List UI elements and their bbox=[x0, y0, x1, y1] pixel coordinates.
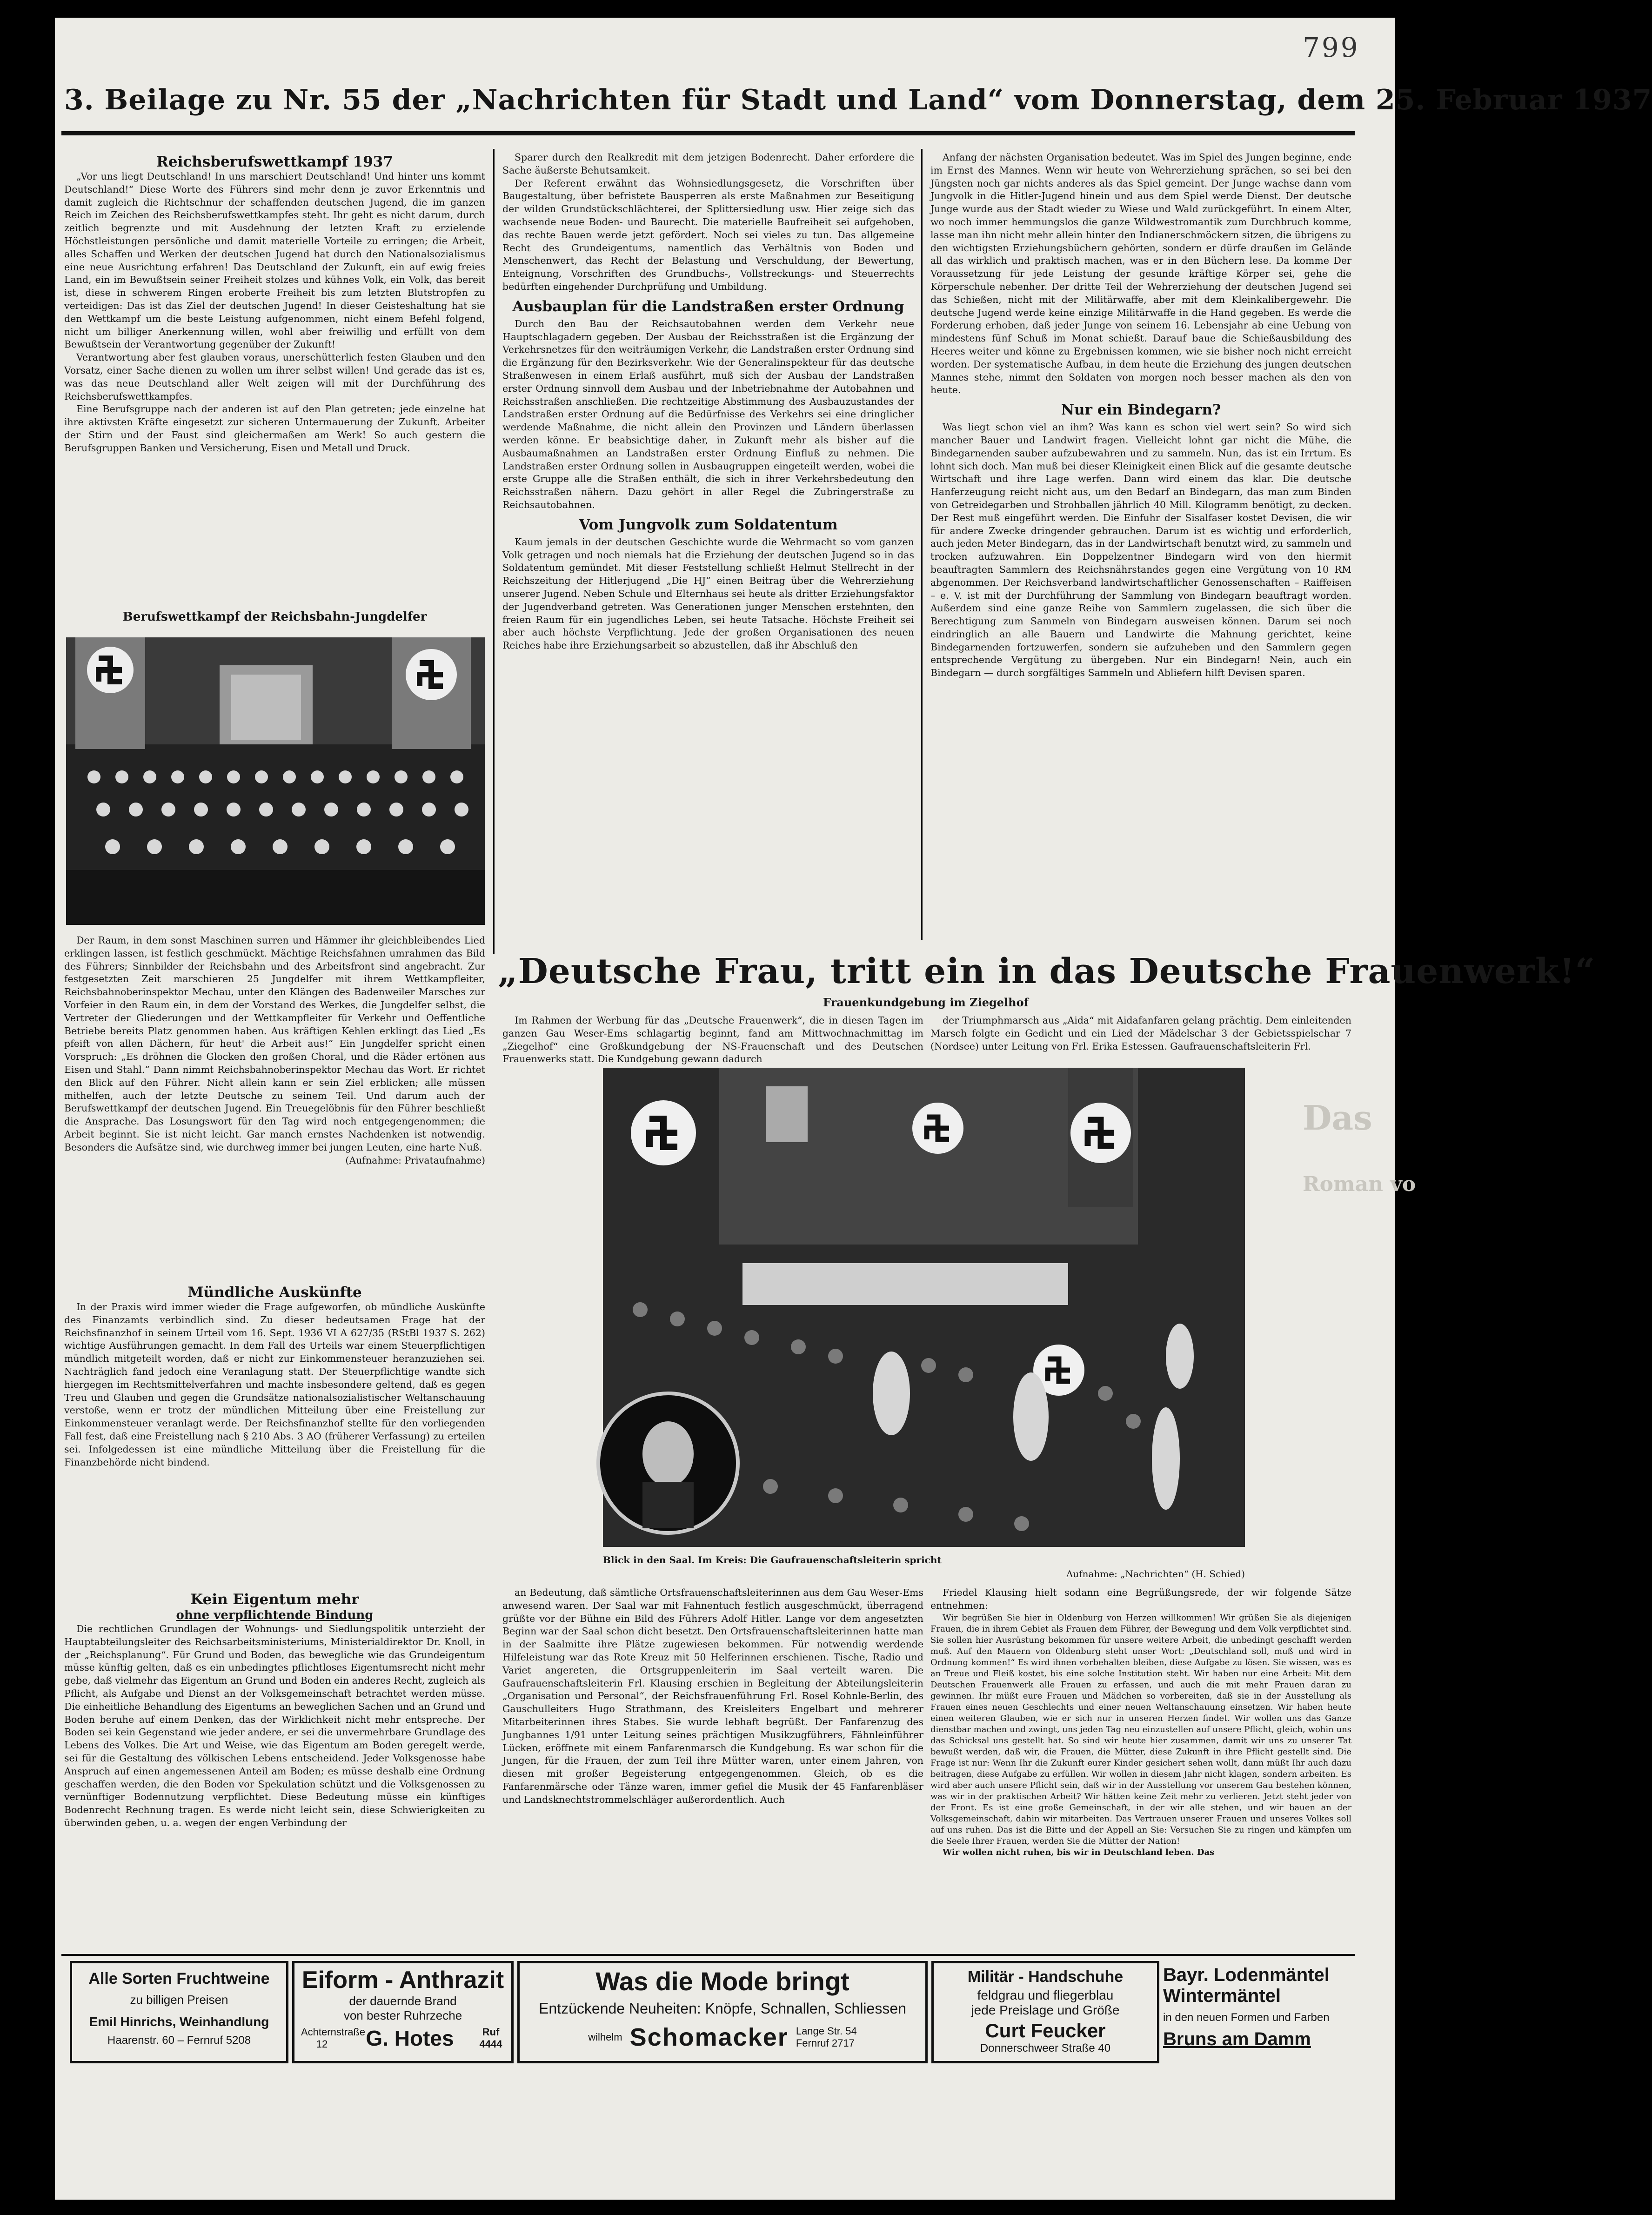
column-1-middle bbox=[64, 934, 485, 1269]
headline-jungvolk: Vom Jungvolk zum Soldatentum bbox=[579, 516, 838, 533]
headline-ausbauplan: Ausbauplan für die Landstraßen erster Ordnung bbox=[512, 298, 904, 315]
ad-title: Bayr. Lodenmäntel bbox=[1163, 1965, 1330, 1985]
ad-phone: Ruf 4444 bbox=[479, 2026, 502, 2050]
ad-title: Was die Mode bringt bbox=[595, 1967, 849, 1996]
ad-address: Donnerschweer Straße 40 bbox=[980, 2042, 1111, 2054]
photo-credit: (Aufnahme: Privataufnahme) bbox=[345, 1154, 485, 1166]
ad-fruchtweine bbox=[70, 1961, 288, 2063]
paragraph: Eine Berufsgruppe nach der anderen ist auf den Plan getreten; jede einzelne hat ihre aktivsten Kräfte eingesetzt zur sicheren Untermauerung der Zukunft. Arbeiter der Stirn und der Faust sind gleichermaßen am Werk! So auch gestern die Berufsgruppen Banken und Versicherung, Eisen und Metall und Druck. bbox=[64, 403, 485, 454]
bleedthrough-text: Roman vo bbox=[1303, 1172, 1416, 1196]
column-3 bbox=[930, 151, 1351, 942]
caption-text: Blick in den Saal. Im Kreis: Die Gaufrauenschaftsleiterin spricht bbox=[603, 1554, 942, 1566]
ad-title: Militär - Handschuhe bbox=[967, 1968, 1124, 1986]
masthead-rule bbox=[61, 131, 1355, 135]
ad-line: Entzückende Neuheiten: Knöpfe, Schnallen, Schliessen bbox=[539, 2000, 906, 2017]
ads-rule bbox=[61, 1954, 1355, 1956]
subheadline-frauenkundgebung: Frauenkundgebung im Ziegelhof bbox=[823, 996, 1029, 1009]
ad-address: Achternstraße 12 bbox=[301, 2026, 366, 2050]
frauen-body-left bbox=[502, 1586, 923, 1954]
column-divider bbox=[921, 149, 923, 940]
headline-frauenwerk: „Deutsche Frau, tritt ein in das Deutsche Frauenwerk!“ bbox=[498, 951, 1596, 991]
frauen-body-right bbox=[930, 1586, 1351, 1954]
photo-frauenkundgebung bbox=[603, 1068, 1245, 1547]
paragraph: Was liegt schon viel an ihm? Was kann es schon viel wert sein? So wird sich mancher Bauer und Landwirt fragen. Vielleicht lohnt gar nicht die Mühe, die Bindegarnenden sauber aufzubewahren und zu sammeln. Nun, das ist ein Irrtum. Es lohnt sich doch. Man muß bei dieser Kleinigkeit einen Blick auf die gesamte deutsche Wirtschaft und ihre Lage werfen. Dann wird einem das klar. Die deutsche Hanferzeugung reicht nicht aus, um den Bedarf an Bindegarn, das man zum Binden von Getreidegarben und Strohballen jährlich 40 Mill. Kilogramm benötigt, zu decken. Der Rest muß eingeführt werden. Die Einfuhr der Sisalfaser kostet Devisen, die wir für andere Zwecke dringender gebrauchen. Darum ist es wichtig und erforderlich, auch jeden Meter Bindegarn, das in der Landwirtschaft benutzt wird, zu sammeln und trocken aufzuwahren. Ein Doppelzentner Bindegarn wird von den hiermit beauftragten Sammlern des Reichsnährstandes gegen eine Vergütung von 10 RM abgenommen. Der Reichsverband landwirtschaftlicher Genossenschaften – Raiffeisen – e. V. ist mit der Durchführung der Sammlung von Bindegarn beauftragt worden. Außerdem sind eine ganze Reihe von Sammlern zugelassen, die sich über die Berechtigung zum Sammeln von Bindegarn ausweisen können. Darum sei noch eindringlich an alle Bauern und Landwirte die Mahnung gerichtet, keine Bindegarnenden fortzuwerfen, sondern sie aufzuheben und den Sammlern gegen entsprechende Vergütung zu übergeben. Nur ein Bindegarn! Nein, auch ein Bindegarn — durch sorgfältiges Sammeln und Abliefern hilft Devisen sparen. bbox=[930, 422, 1351, 679]
page-number: 799 bbox=[1303, 32, 1360, 63]
paragraph: In der Praxis wird immer wieder die Frage aufgeworfen, ob mündliche Auskünfte des Finanzamts verbindlich sind. Zu dieser bedeutsamen Frage hat der Reichsfinanzhof in seinem Urteil vom 16. Sept. 1936 VI A 627/35 (RStBl 1937 S. 262) wichtige Ausführungen gemacht. In dem Fall des Urteils war einem Steuerpflichtigen mündlich mitgeteilt worden, daß er nicht zur Einkommensteuer heranzuziehen sei. Nachträglich fand jedoch eine Veranlagung statt. Der Steuerpflichtige wandte sich hiergegen im Rechtsmittelverfahren und machte insbesondere geltend, daß es gegen Treu und Glauben und gegen die Grundsätze nationalsozialistischer Weltanschauung verstoße, wenn er trotz der mündlichen Mitteilung über eine Freistellung zur Einkommensteuer veranlagt werde. Der Reichsfinanzhof stellte für den vorliegenden Fall fest, daß eine Freistellung nach § 210 Abs. 3 AO (früherer Verfassung) zu erteilen sei. Infolgedessen ist eine mündliche Mitteilung über die Freistellung für die Finanzbehörde nicht bindend. bbox=[64, 1301, 485, 1468]
hall-photo bbox=[603, 1068, 1245, 1547]
paragraph: Die rechtlichen Grundlagen der Wohnungs- und Siedlungspolitik unterzieht der Hauptabteilungsleiter des Reichsarbeitsministeriums, Ministerialdirektor Dr. Knoll, in der „Reichsplanung“. Für Grund und Boden, das bewegliche wie das Grundeigentum müsse künftig gelten, daß es ein unbedingtes pflichtloses Eigentumsrecht nicht mehr gebe, daß vielmehr das Eigentum an Grund und Boden ein anderes Recht, zugleich als Pflicht, als Aufgabe und Dienst an der Volksgemeinschaft betrachtet werden müsse. Die einheitliche Behandlung des Eigentums an beweglichen Sachen und an Grund und Boden beruhe auf einem Denken, das der Wirklichkeit nicht mehr entspreche. Der Boden sei kein Gegenstand wie jeder andere, er sei die unvermehrbare Grundlage des Lebens des Volkes. Die Art und Weise, wie das Eigentum am Boden geregelt werde, sei für die Gestaltung des völkischen Lebens entscheidend. Jeder Volksgenosse habe Anspruch auf einen angemessenen Anteil am Boden; es müsse deshalb eine Ordnung geschaffen werden, die den Boden vor Spekulation schützt und die Volksgenossen zu vernünftiger Bodennutzung verpflichtet. Diese Bedeutung müsse ein künftiges Bodenrecht Rechnung tragen. Es werde nicht leicht sein, diese Schwierigkeiten zu überwinden geben, u. a. wegen der engen Verbindung der bbox=[64, 1623, 485, 1828]
group-photo bbox=[66, 637, 485, 925]
paragraph: Verantwortung aber fest glauben voraus, unerschütterlich festen Glauben und den Vorsatz, einer Sache dienen zu wollen um ihrer selbst willen! Und gerade das ist es, was das neue Deutschland aller Welt zeigen will mit der Durchführung des Reichsberufswettkampfes. bbox=[64, 352, 485, 402]
subheadline-bindung: ohne verpflichtende Bindung bbox=[176, 1608, 374, 1622]
ad-line: der dauernde Brand bbox=[349, 1994, 457, 2008]
paragraph: Der Referent erwähnt das Wohnsiedlungsgesetz, die Vorschriften über Baugestaltung, über befristete Bausperren als erste Maßnahmen zur Beseitigung der wilden Grundstückschlächterei, der Splittersiedlung usw. Hier zeige sich das wachsende neue Boden- und Baurecht. Die materielle Baufreiheit sei aufgehoben, das rechte Bauen werde jetzt gefördert. Noch sei vieles zu tun. Das allgemeine Recht des Grundeigentums, namentlich das Verhältnis von Boden und Menschenwert, das Recht der Belastung und Verschuldung, der Bewertung, Enteignung, Vorschriften des Grundbuchs-, Vollstreckungs- und Steuerrechts bedürften eingehender Durchprüfung und Umbildung. bbox=[502, 177, 914, 292]
paragraph: Sparer durch den Realkredit mit dem jetzigen Bodenrecht. Daher erfordere die Sache äußerste Behutsamkeit. bbox=[502, 152, 914, 176]
paragraph: Anfang der nächsten Organisation bedeutet. Was im Spiel des Jungen beginne, ende im Ernst des Mannes. Wenn wir heute von Wehrerziehung sprächen, so sei bei den Jüngsten noch gar nichts anderes als das Spiel gemeint. Der Junge wachse dann vom Jungvolk in die Hitler-Jugend hinein und aus dem Spiel werde Dienst. Der deutsche Junge wurde aus der Stadt wieder zu Wiese und Wald zurückgeführt. In einem Alter, wo noch immer hemmungslos die ganze Wildwestromantik zum Durchbruch komme, lasse man ihn nicht mehr allein hinter den Indianerschmöckern sitzen, die übrigens zu den wichtigsten Erziehungsbüchern gehörten, sondern er dürfe draußen im Gelände all das wirklich und praktisch machen, was er in den Büchern lese. Da komme Der Voraussetzung für jede Leistung der gesunde kräftige Körper sei, gehe die Körperschule nebenher. Der dritte Teil der Wehrerziehung der deutschen Jugend sei das Schießen, nicht mit der Militärwaffe, aber mit dem Kleinkalibergewehr. Die deutsche Jugend werde keine einzige Militärwaffe in die Hand gegeben. Es werde die Forderung erhoben, daß jeder Junge von seinem 16. Lebensjahr ab eine Uebung von mindestens fünf Schuß im Monat schießt. Darauf baue die Schießausbildung des Heeres weiter und könne zu Ergebnissen kommen, wie sie bisher noch nicht erreicht worden. Der systematische Aufbau, in dem heute die Erziehung des jungen deutschen Mannes stehe, nimmt den Soldaten von morgen noch besser machen als den von heute. bbox=[930, 152, 1351, 396]
paragraph: Im Rahmen der Werbung für das „Deutsche Frauenwerk“, die in diesen Tagen im ganzen Gau Weser-Ems schlagartig beginnt, fand am Mittwochnachmittag im „Ziegelhof“ eine Großkundgebung der NS-Frauenschaft und des Deutschen Frauenwerks statt. Die Kundgebung gewann dadurch bbox=[502, 1015, 923, 1065]
speech-quote-end: Wir wollen nicht ruhen, bis wir in Deutschland leben. Das bbox=[943, 1847, 1215, 1857]
bleedthrough-text: Das bbox=[1303, 1098, 1372, 1138]
paragraph: Friedel Klausing hielt sodann eine Begrüßungsrede, der wir folgende Sätze entnehmen: bbox=[930, 1587, 1351, 1611]
headline-bindegarn: Nur ein Bindegarn? bbox=[1061, 402, 1221, 419]
photo-caption bbox=[603, 1554, 1245, 1566]
ad-address: Lange Str. 54 bbox=[796, 2025, 857, 2037]
column-2 bbox=[502, 151, 914, 942]
ad-name: Schomacker bbox=[629, 2023, 789, 2051]
frauen-intro-right bbox=[930, 1014, 1351, 1070]
ad-line: jede Preislage und Größe bbox=[971, 2003, 1120, 2017]
column-divider bbox=[493, 149, 495, 954]
frauen-intro-left bbox=[502, 1014, 923, 1070]
ad-lodenmaentel bbox=[1163, 1961, 1354, 2059]
paragraph: Der Raum, in dem sonst Maschinen surren und Hämmer ihr gleichbleibendes Lied erklingen lassen, ist festlich geschmückt. Mächtige Reichsfahnen umrahmen das Bild des Führers; Sinnbilder der Reichsbahn und des Arbeitsfront sind angebracht. Zur festgesetzten Zeit marschieren 25 Jungdelfer mit ihrem Wettkampfleiter, Reichsbahnoberinspektor Mechau, unter den Klängen des Badenweiler Marsches zur Vorfeier in den Raum ein, in dem der Vorstand des Werkes, die Jungdelfer selbst, die Vertreter der Gliederungen und der Wettkampfleiter für Verkehr und Oeffentliche Betriebe bereits Platz genommen haben. Aus kräftigen Kehlen erklingt das Lied „Es pfeift von allen Dächern, für heut' die Arbeit aus!“ Ein Jungdelfer spricht einen Vorspruch: „Es dröhnen die Glocken den großen Choral, und die Räder ertönen aus Eisen und Stahl.“ Dann nimmt Reichsbahnoberinspektor Mechau das Wort. Er richtet den Blick auf den Führer. Nicht allein kann er sein Ziel erblicken; alle müssen mithelfen, auch der letzte Deutsche zu seinem Teil. Und darum auch der Berufswettkampf der deutschen Jugend. Ein Treuegelöbnis für den Führer beschließt die Ansprache. Das Losungswort für den Tag wird noch entgegengenommen; die Arbeit beginnt. Sie ist nicht leicht. Gar manch ernstes Nachdenken ist notwendig. Besonders die Aufsätze sind, wie durchweg immer bei jungen Leuten, eine harte Nuß. bbox=[64, 935, 485, 1153]
ad-name: Curt Feucker bbox=[985, 2020, 1106, 2041]
photo-credit: Aufnahme: „Nachrichten“ (H. Schied) bbox=[1066, 1568, 1245, 1579]
ad-line: zu billigen Preisen bbox=[130, 1993, 228, 2007]
ad-phone: Fernruf 2717 bbox=[796, 2037, 855, 2049]
ad-name: Emil Hinrichs, Weinhandlung bbox=[89, 2014, 269, 2029]
paragraph: an Bedeutung, daß sämtliche Ortsfrauenschaftsleiterinnen aus dem Gau Weser-Ems anwesend waren. Der Saal war mit Fahnentuch festlich ausgeschmückt, überragend grüßte vor der Bühne ein Bild des Führers Adolf Hitler. Lange vor dem angesetzten Beginn war der Saal schon dicht besetzt. Den Ortsfrauenschaftsleiterinnen hatte man in der Saalmitte ihre Plätze zugewiesen bekommen. Für notwendig werdende Hilfeleistung war das Rote Kreuz mit 50 Helferinnen erschienen. Tische, Radio und Variet angereten, die Ortsgruppenleiterin im Saal verteilt waren. Die Gaufrauenschaftsleiterin Frl. Klausing erschien in Begleitung der Abteilungsleiterin „Organisation und Personal“, der Reichsfrauenführung Frl. Rosel Kohnle-Berlin, des Gauschulleiters Hugo Strathmann, des Kreisleiters Engelbart und mehrerer Mitarbeiterinnen ihres Stabes. Sie wurde lebhaft begrüßt. Der Fanfarenzug des Jungbannes 1/91 unter Leitung seines prächtigen Musikzugführers, Fähnleinführer Lücken, eröffnete mit einem Fanfarenmarsch die Kundgebung. Es war schon für die Jungen, für die Frauen, der zum Teil ihre Mütter waren, unter einem Jahren, von diesen mit großer Begeisterung entgegengenommen. Gleich, ob es die Fanfarenmärsche oder Tänze waren, immer gefiel die Musik der 45 Fanfarenbläser und Landsknechtstrommelschläger außerordentlich. Auch bbox=[502, 1587, 923, 1805]
ad-title: Alle Sorten Fruchtweine bbox=[88, 1970, 270, 1987]
paragraph: „Vor uns liegt Deutschland! In uns marschiert Deutschland! Und hinter uns kommt Deutschland!“ Diese Worte des Führers sind mehr denn je zuvor Erkenntnis und damit zugleich die Richtschnur der schaffenden deutschen Jugend, die im ganzen Reich im Zeichen des Reichsberufswettkampfes steht. Ihr geht es nicht darum, durch zeitlich begrenzte und mit Ausdehnung der letzten Kraft zu erzielende Höchstleistungen persönliche und damit materielle Vorteile zu erringen; die Arbeit, alles Schaffen und Werken der deutschen Jugend hat durch den Nationalsozialismus eine neue Ausrichtung erfahren! Das Deutschland der Zukunft, ein auf ewig freies Land, ein im Bewußtsein seiner Freiheit stolzes und kühnes Volk, ein Volk, das bereit ist, diese in schwerem Ringen eroberte Freiheit bis zum letzten Blutstropfen zu verteidigen: Das ist das Ziel der deutschen Jugend! In dieser Geisteshaltung hat sie den Wettkampf um die beste Leistung aufgenommen, nicht einem Befehl folgend, nicht um billiger Anerkennung willen, wohl aber freiwillig und erfüllt von dem Bewußtsein der Verantwortung gegenüber der Zukunft! bbox=[64, 171, 485, 350]
paragraph: der Triumphmarsch aus „Aida“ mit Aidafanfaren gelang prächtig. Dem einleitenden Marsch folgte ein Gedicht und ein Lied der Mädelschar 3 der Gebietsspielschar 7 (Nordsee) unter Leitung von Frl. Erika Estessen. Gaufrauenschaftsleiterin Frl. bbox=[930, 1015, 1351, 1052]
ad-name: G. Hotes bbox=[366, 2026, 454, 2050]
headline-berufswettkampf: Reichsberufswettkampf 1937 bbox=[156, 154, 393, 170]
headline-reichsbahn: Berufswettkampf der Reichsbahn-Jungdelfer bbox=[122, 610, 427, 624]
paragraph: Kaum jemals in der deutschen Geschichte wurde die Wehrmacht so vom ganzen Volk getragen und noch niemals hat die Erziehung der deutschen Jugend so in das Soldatentum gemündet. Mit dieser Feststellung schließt Helmut Stellrecht in der Reichszeitung der Hitlerjugend „Die HJ“ einen Beitrag über die Wehrerziehung unserer Jugend. Neben Schule und Elternhaus sei heute als dritter Erziehungsfaktor der Jugendverband getreten. Was Generationen junger Menschen erstehnten, den freien Raum für ein jugendliches Leben, sei heute Tatsache. Höchste Freiheit sei aber auch höchste Verpflichtung. Jede der großen Organisationen des neuen Reiches habe ihre Erziehungsarbeit so abzustellen, daß ihr Abschluß den bbox=[502, 536, 914, 651]
ad-mode bbox=[517, 1961, 928, 2063]
speech-quote: Wir begrüßen Sie hier in Oldenburg von Herzen willkommen! Wir grüßen Sie als diejenigen Frauen, die in ihrem Gebiet als Frauen dem Führer, der Bewegung und dem Volk verpflichtet sind. Sie sollen hier Ausrüstung bekommen für unsere weitere Arbeit, die unbedingt geschafft werden muß. Auf den Mauern von Oldenburg steht unser Wort: „Deutschland soll, muß und wird in Ordnung kommen!“ Es wird ihnen vorbehalten bleiben, diese Aufgabe zu lösen. Sie wissen, was es an Treue und Fleiß kostet, bis eine solche Institution steht. Wir haben nur eine Arbeit: Mit dem Deutschen Frauenwerk alle Frauen zu erfassen, und auch die mit mehr Frauen daran zu gewinnen. Ihr müßt eure Frauen und Mädchen so vorbereiten, daß sie in der Ausstellung als Frauen eines neuen Geschlechts und einer neuen Weltanschauung einsetzen. Wir haben heute einen weiteren Glauben, wie er sich nur in unseren Herzen findet. Wir wollen uns das Ganze dienstbar machen und zwingt, uns jeden Tag neu einzustellen auf unsere Pflicht, gleich, wohin uns das Schicksal uns gestellt hat. So sind wir heute hier zusammen, damit wir uns zu unserer Tat bewußt werden, daß wir, die Frauen, die Mütter, diese Zukunft in ihre Pflicht gestellt sind. Die Frage ist nur: Wenn Ihr die Zukunft eurer Kinder gesichert sehen wollt, dann müßt Ihr auch dazu beitragen, diese Aufgabe zu erfüllen. Wir wollen in diesem Jahr nicht klagen, sondern arbeiten. Es wird aber auch unsere Pflicht sein, daß wir in der Ausstellung vor unserem Gau bestehen können, was wir in der praktischen Arbeit? Wir hätten keine Zeit mehr zu verlieren. Jetzt steht jeder von der Front. Es ist eine große Gemeinschaft, in der wir alle stehen, und wir bauen an der Volksgemeinschaft, dahin wir mitarbeiten. Das Vertrauen unserer Frauen und unseres Volkes soll auf uns ruhen. Das ist die Bitte und der Appell an Sie: Versuchen Sie zu ringen und kämpfen um die Seele Ihrer Frauen, werden Sie die Mütter der Nation! bbox=[930, 1613, 1351, 1846]
ad-name: Bruns am Damm bbox=[1163, 2029, 1311, 2049]
ad-line: feldgrau und fliegerblau bbox=[977, 1988, 1114, 2002]
ad-title: Eiform - Anthrazit bbox=[301, 1967, 504, 1994]
column-1-auskuenfte bbox=[64, 1284, 485, 1586]
column-1-eigentum bbox=[64, 1591, 485, 1949]
ad-handschuhe bbox=[931, 1961, 1159, 2063]
ad-address: Haarenstr. 60 – Fernruf 5208 bbox=[107, 2034, 251, 2047]
headline-muendliche-auskuenfte: Mündliche Auskünfte bbox=[187, 1284, 362, 1301]
photo-reichsbahn-jungdelfer bbox=[66, 637, 485, 925]
ad-line: von bester Ruhrzeche bbox=[343, 2008, 462, 2022]
headline-kein-eigentum: Kein Eigentum mehr bbox=[190, 1591, 359, 1608]
ad-firstname: wilhelm bbox=[588, 2031, 622, 2043]
masthead: 3. Beilage zu Nr. 55 der „Nachrichten für Stadt und Land“ vom Donnerstag, dem 25. Februar 1937 bbox=[64, 84, 1652, 116]
ad-anthrazit bbox=[292, 1961, 514, 2063]
column-1-top bbox=[64, 154, 485, 628]
ad-title: Wintermäntel bbox=[1163, 1986, 1281, 2006]
paragraph: Durch den Bau der Reichsautobahnen werden dem Verkehr neue Hauptschlagadern gegeben. Der Ausbau der Reichsstraßen ist die Ergänzung der Verkehrsnetzes für den weiträumigen Verkehr, die Landstraßen erster Ordnung sind die Ergänzung für den Bezirksverkehr. Wie der Generalinspekteur für das deutsche Straßenwesen in einem Erlaß ausführt, muß sich der Ausbau der Landstraßen erster Ordnung sinnvoll dem Ausbau und der Inbetriebnahme der Autobahnen und Reichsstraßen anschließen. Die rechtzeitige Abstimmung des Ausbauzustandes der Landstraßen erster Ordnung auf die Bedürfnisse des Verkehrs sei eine dringlicher werdende Maßnahme, die nicht allein den Provinzen und Ländern überlassen werden könne. Er beabsichtige daher, in Zukunft mehr als bisher auf die Ausbaumaßnahmen an Landstraßen erster Ordnung Einfluß zu nehmen. Die Landstraßen erster Ordnung sollen in Ausbaugruppen eingeteilt werden, wobei die erste Gruppe alle die Straßen enthält, die sich in ihrer Verkehrsbedeutung den Reichsstraßen nähern. Dazu gehört in aller Regel die Zubringerstraße zu Reichsautobahnen. bbox=[502, 318, 914, 510]
ad-line: in den neuen Formen und Farben bbox=[1163, 2011, 1330, 2024]
